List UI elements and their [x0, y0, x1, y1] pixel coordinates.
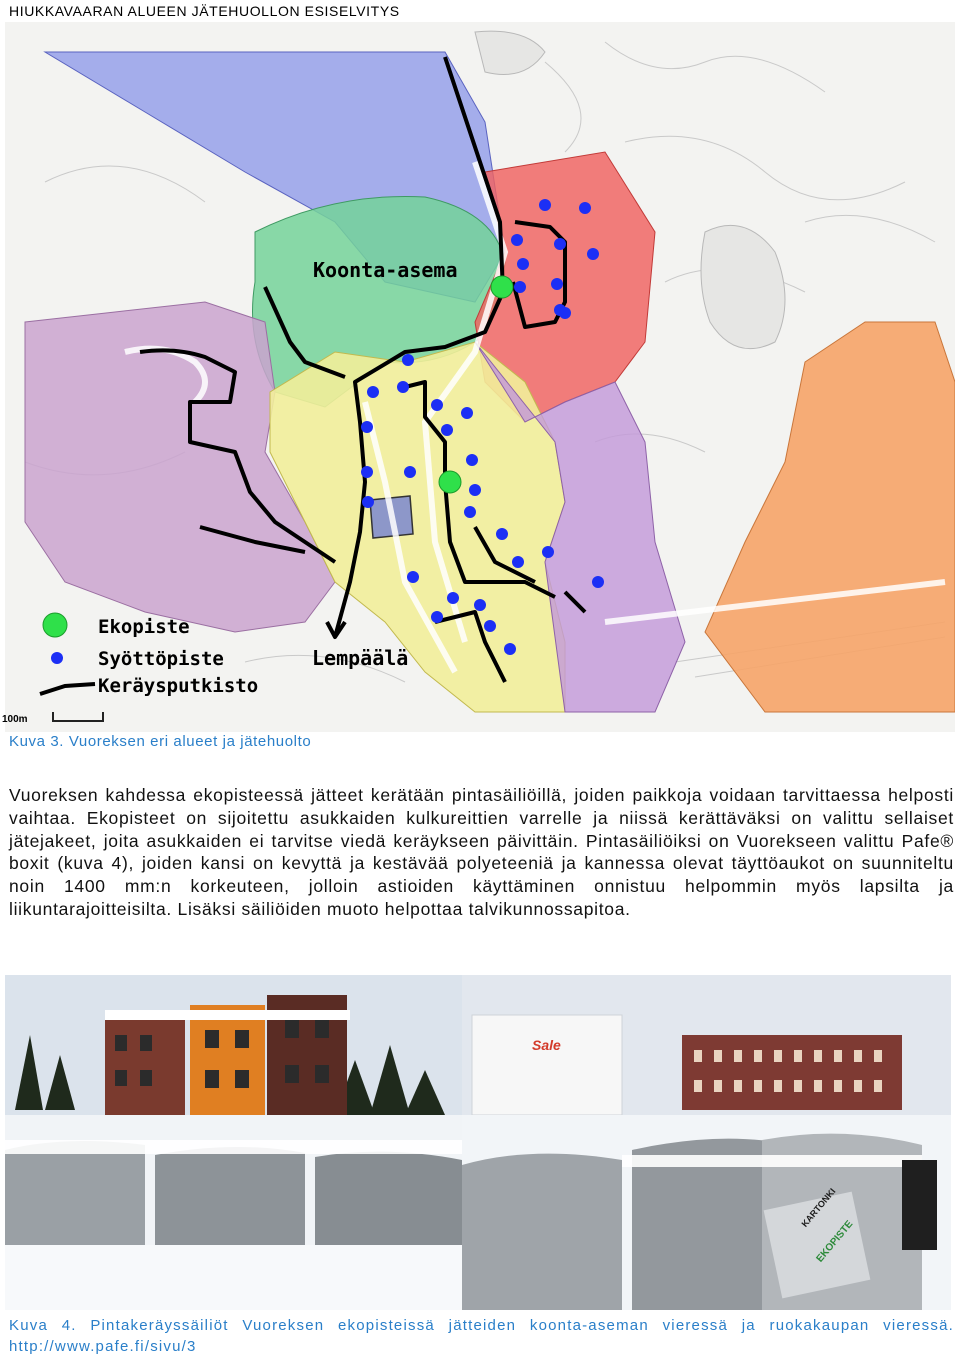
store-sign: Sale: [532, 1037, 561, 1053]
dark-bin: [902, 1160, 937, 1250]
lake-shape-north: [475, 31, 545, 74]
bin-label-ekopiste: EKOPISTE: [814, 1218, 856, 1265]
photo-store-bins: [462, 975, 951, 1310]
bin-label-kartonki: KARTONKI: [799, 1186, 838, 1229]
scale-bar-label: 100m: [2, 714, 28, 725]
lake-shape: [701, 225, 785, 348]
legend-keraysputkisto-label: Keräysputkisto: [98, 675, 259, 697]
zone-orange: [705, 322, 955, 712]
area-map: [5, 22, 955, 732]
body-paragraph-block: [9, 784, 954, 921]
exit-label: Lempäälä: [312, 646, 409, 670]
legend-ekopiste-icon: [43, 613, 67, 637]
legend-syottopiste-icon: [51, 652, 63, 664]
store-building: [472, 1015, 622, 1115]
scale-bar: [2, 712, 102, 732]
waste-bins-right: [462, 1134, 937, 1310]
photo-buildings-bins: [5, 975, 462, 1310]
building-red: [105, 1015, 185, 1120]
figure-caption-4: Kuva 4. Pintakeräyssäiliöt Vuoreksen ekopisteissä jätteiden koonta-aseman vieressä ja ruokakaupan vieressä. http://www.pafe.fi/sivu/3: [9, 1317, 954, 1355]
legend-ekopiste-label: Ekopiste: [98, 616, 190, 638]
document-header: HIUKKAVAARAN ALUEEN JÄTEHUOLLON ESISELVITYS: [9, 3, 400, 19]
legend-pipe-icon: [40, 684, 95, 694]
legend-syottopiste-label: Syöttöpiste: [98, 648, 224, 670]
body-paragraph: Vuoreksen kahdessa ekopisteessä jätteet kerätään pintasäiliöillä, joiden paikkoja voidaan tarvittaessa helposti vaihtaa. Ekopisteet on sijoitettu asukkaiden kulkureittien varrelle ja niissä kerättäväksi on valittu sellaiset jätejakeet, joita asukkaiden ei tarvitse viedä keräykseen päivittäin. Pintasäiliöiksi on Vuorekseen valittu Pafe® boxit (kuva 4), joiden kansi on kevyttä ja kestävää polyeteeniä ja kannessa olevat täyttöaukot on suunniteltu noin 1400 mm:n korkeuteen, jolloin astioiden käyttäminen onnistuu helpommin myös lapsilta ja liikuntarajoitteisilta. Lisäksi säiliöiden muoto helpottaa talvikunnossapitoa.: [9, 785, 954, 919]
figure-caption-3: Kuva 3. Vuoreksen eri alueet ja jätehuolto: [9, 733, 312, 750]
brick-building: [682, 1035, 902, 1110]
scale-bar-line: [52, 712, 104, 722]
building-orange: [190, 1005, 265, 1120]
waste-bins-left: [5, 1140, 462, 1310]
station-label: Koonta-asema: [313, 258, 458, 282]
